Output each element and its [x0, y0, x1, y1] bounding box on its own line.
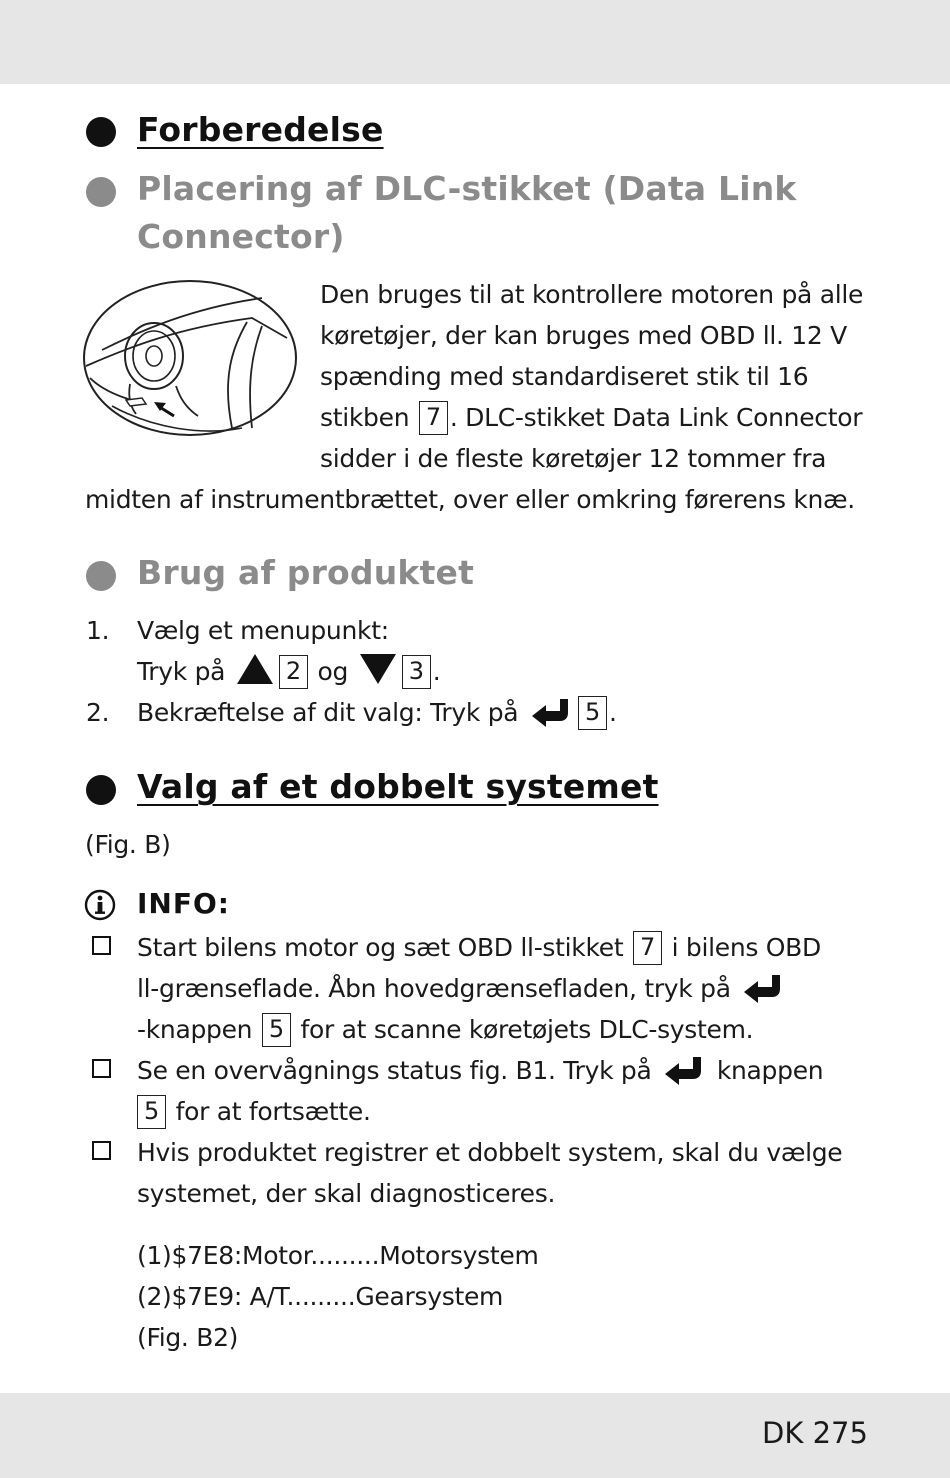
info-line [137, 1091, 371, 1132]
triangle-up-icon [237, 654, 273, 684]
paragraph-text: . DLC-stikket Data Link Connector [449, 403, 863, 432]
info-line [137, 1050, 823, 1091]
part-number-box: 3 [402, 655, 431, 689]
section-bullet [86, 775, 116, 805]
page-number: DK 275 [762, 1416, 868, 1450]
step-instruction [137, 692, 617, 733]
section-title-valg: Valg af et dobbelt systemet [137, 767, 659, 806]
info-text: ll-grænseflade. Åbn hovedgrænsefladen, tryk på [137, 974, 731, 1003]
info-label: INFO: [137, 887, 230, 920]
step-text: Vælg et menupunkt: [137, 616, 389, 645]
part-number-box: 5 [262, 1013, 291, 1047]
part-number-box: 5 [137, 1095, 166, 1129]
header-band [0, 0, 950, 84]
step-text: og [317, 657, 349, 686]
step-text: . [432, 657, 441, 686]
system-option: (2)$7E9: A/T.........Gearsystem [137, 1282, 504, 1311]
info-text: Start bilens motor og sæt OBD ll-stikket [137, 933, 624, 962]
figure-reference: (Fig. B2) [137, 1323, 239, 1352]
info-text: i bilens OBD [671, 933, 821, 962]
info-text: for at fortsætte. [175, 1097, 371, 1126]
dashboard-dlc-illustration [82, 278, 302, 440]
figure-reference: (Fig. B) [85, 830, 171, 859]
part-number-box: 7 [633, 931, 662, 965]
paragraph-line: midten af instrumentbrættet, over eller omkring førerens knæ. [85, 485, 855, 514]
paragraph-line: sidder i de fleste køretøjer 12 tommer fra [320, 444, 827, 473]
step-instruction [137, 651, 440, 692]
section-title-forberedelse: Forberedelse [137, 110, 384, 149]
step-text: . [608, 698, 617, 727]
step-number: 2. [86, 698, 110, 727]
paragraph-line: køretøjer, der kan bruges med OBD ll. 12 V [320, 321, 847, 350]
checkbox-icon [92, 1141, 111, 1160]
triangle-down-icon [360, 654, 396, 684]
part-number-box: 5 [578, 696, 607, 730]
info-text: -knappen [137, 1015, 253, 1044]
enter-arrow-icon [530, 697, 572, 727]
paragraph-line [320, 397, 862, 438]
step-number: 1. [86, 616, 110, 645]
info-icon [84, 889, 116, 921]
enter-arrow-icon [742, 973, 784, 1003]
enter-arrow-icon [663, 1055, 705, 1085]
system-option: (1)$7E8:Motor.........Motorsystem [137, 1241, 539, 1270]
checkbox-icon [92, 936, 111, 955]
paragraph-text: stikben [320, 403, 410, 432]
step-text: Tryk på [137, 657, 226, 686]
info-text: Se en overvågnings status fig. B1. Tryk på [137, 1056, 652, 1085]
section-title-placering-cont: Connector) [137, 217, 345, 256]
part-number-box: 2 [279, 655, 308, 689]
step-text: Bekræftelse af dit valg: Tryk på [137, 698, 519, 727]
info-text: knappen [716, 1056, 824, 1085]
paragraph-line: Den bruges til at kontrollere motoren på alle [320, 280, 864, 309]
info-line: Hvis produktet registrer et dobbelt system, skal du vælge [137, 1138, 843, 1167]
info-line [137, 968, 788, 1009]
info-line [137, 1009, 753, 1050]
section-bullet [86, 177, 116, 207]
section-title-brug: Brug af produktet [137, 553, 475, 592]
section-bullet [86, 561, 116, 591]
checkbox-icon [92, 1059, 111, 1078]
info-line [137, 927, 821, 968]
section-title-placering: Placering af DLC-stikket (Data Link [137, 169, 797, 208]
part-number-box: 7 [419, 401, 448, 435]
section-bullet [86, 117, 116, 147]
info-text: for at scanne køretøjets DLC-system. [300, 1015, 754, 1044]
info-line: systemet, der skal diagnosticeres. [137, 1179, 556, 1208]
paragraph-line: spænding med standardiseret stik til 16 [320, 362, 809, 391]
